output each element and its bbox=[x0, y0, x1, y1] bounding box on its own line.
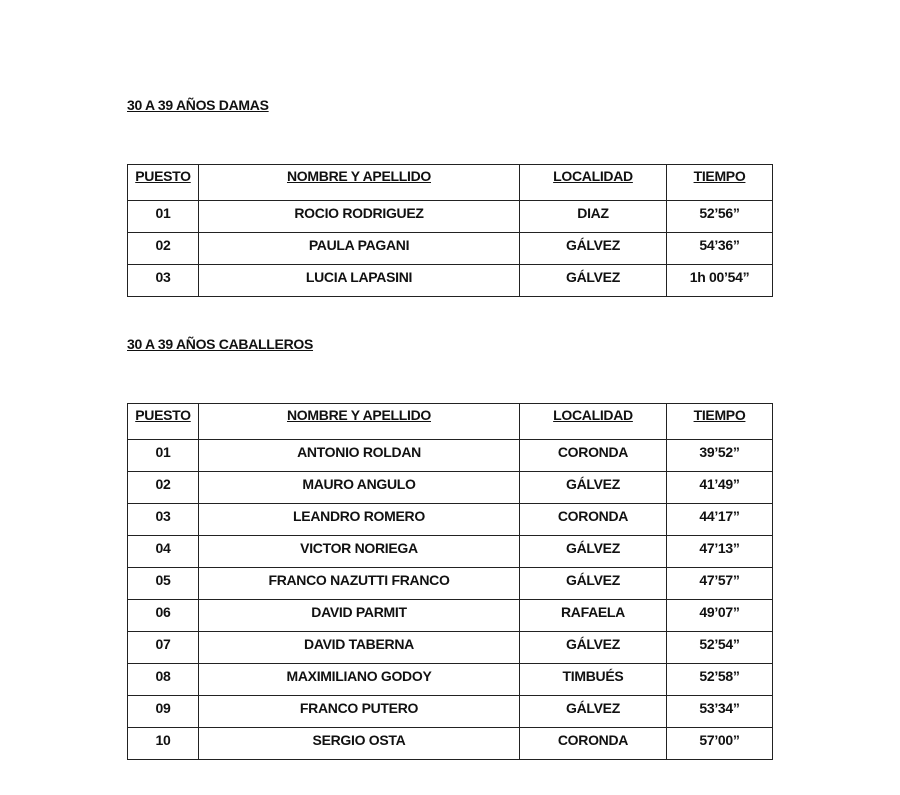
table-row bbox=[128, 440, 773, 472]
cell-puesto: 02 bbox=[128, 233, 199, 265]
header-puesto: PUESTO bbox=[128, 404, 199, 440]
table-header-row bbox=[128, 165, 773, 201]
cell-localidad: CORONDA bbox=[520, 728, 667, 760]
table-row bbox=[128, 536, 773, 568]
header-localidad: LOCALIDAD bbox=[520, 165, 667, 201]
table-row bbox=[128, 265, 773, 297]
cell-puesto: 03 bbox=[128, 265, 199, 297]
cell-localidad: GÁLVEZ bbox=[520, 696, 667, 728]
table-row bbox=[128, 472, 773, 504]
results-table-caballeros bbox=[127, 403, 773, 760]
cell-localidad: GÁLVEZ bbox=[520, 233, 667, 265]
header-tiempo: TIEMPO bbox=[667, 165, 773, 201]
cell-tiempo: 47’57” bbox=[667, 568, 773, 600]
table-row bbox=[128, 600, 773, 632]
cell-tiempo: 52’58” bbox=[667, 664, 773, 696]
cell-nombre: LUCIA LAPASINI bbox=[199, 265, 520, 297]
cell-tiempo: 39’52” bbox=[667, 440, 773, 472]
cell-puesto: 02 bbox=[128, 472, 199, 504]
table-header-row bbox=[128, 404, 773, 440]
cell-puesto: 04 bbox=[128, 536, 199, 568]
cell-nombre: FRANCO PUTERO bbox=[199, 696, 520, 728]
cell-tiempo: 52’56” bbox=[667, 201, 773, 233]
header-tiempo: TIEMPO bbox=[667, 404, 773, 440]
cell-nombre: FRANCO NAZUTTI FRANCO bbox=[199, 568, 520, 600]
table-row bbox=[128, 728, 773, 760]
cell-localidad: CORONDA bbox=[520, 504, 667, 536]
cell-puesto: 05 bbox=[128, 568, 199, 600]
table-row bbox=[128, 696, 773, 728]
header-puesto: PUESTO bbox=[128, 165, 199, 201]
cell-tiempo: 44’17” bbox=[667, 504, 773, 536]
cell-nombre: VICTOR NORIEGA bbox=[199, 536, 520, 568]
cell-tiempo: 49’07” bbox=[667, 600, 773, 632]
cell-tiempo: 47’13” bbox=[667, 536, 773, 568]
header-nombre: NOMBRE Y APELLIDO bbox=[199, 165, 520, 201]
cell-localidad: GÁLVEZ bbox=[520, 568, 667, 600]
cell-puesto: 10 bbox=[128, 728, 199, 760]
table-row bbox=[128, 233, 773, 265]
cell-puesto: 01 bbox=[128, 440, 199, 472]
table-row bbox=[128, 201, 773, 233]
cell-tiempo: 41’49” bbox=[667, 472, 773, 504]
cell-puesto: 06 bbox=[128, 600, 199, 632]
cell-localidad: TIMBUÉS bbox=[520, 664, 667, 696]
cell-nombre: MAXIMILIANO GODOY bbox=[199, 664, 520, 696]
table-row bbox=[128, 504, 773, 536]
cell-nombre: DAVID PARMIT bbox=[199, 600, 520, 632]
cell-tiempo: 54’36” bbox=[667, 233, 773, 265]
cell-tiempo: 57’00” bbox=[667, 728, 773, 760]
cell-puesto: 07 bbox=[128, 632, 199, 664]
cell-localidad: GÁLVEZ bbox=[520, 536, 667, 568]
cell-puesto: 03 bbox=[128, 504, 199, 536]
cell-nombre: ROCIO RODRIGUEZ bbox=[199, 201, 520, 233]
section-title-damas: 30 A 39 AÑOS DAMAS bbox=[127, 97, 269, 113]
cell-localidad: RAFAELA bbox=[520, 600, 667, 632]
table-row bbox=[128, 664, 773, 696]
cell-puesto: 09 bbox=[128, 696, 199, 728]
cell-nombre: PAULA PAGANI bbox=[199, 233, 520, 265]
cell-nombre: DAVID TABERNA bbox=[199, 632, 520, 664]
cell-localidad: DIAZ bbox=[520, 201, 667, 233]
results-table-damas bbox=[127, 164, 773, 297]
cell-nombre: LEANDRO ROMERO bbox=[199, 504, 520, 536]
cell-localidad: CORONDA bbox=[520, 440, 667, 472]
cell-tiempo: 52’54” bbox=[667, 632, 773, 664]
header-nombre: NOMBRE Y APELLIDO bbox=[199, 404, 520, 440]
cell-puesto: 08 bbox=[128, 664, 199, 696]
cell-tiempo: 1h 00’54” bbox=[667, 265, 773, 297]
cell-tiempo: 53’34” bbox=[667, 696, 773, 728]
table-row bbox=[128, 568, 773, 600]
cell-localidad: GÁLVEZ bbox=[520, 632, 667, 664]
section-title-caballeros: 30 A 39 AÑOS CABALLEROS bbox=[127, 336, 314, 352]
cell-nombre: SERGIO OSTA bbox=[199, 728, 520, 760]
cell-nombre: ANTONIO ROLDAN bbox=[199, 440, 520, 472]
header-localidad: LOCALIDAD bbox=[520, 404, 667, 440]
cell-localidad: GÁLVEZ bbox=[520, 472, 667, 504]
cell-puesto: 01 bbox=[128, 201, 199, 233]
cell-nombre: MAURO ANGULO bbox=[199, 472, 520, 504]
table-row bbox=[128, 632, 773, 664]
cell-localidad: GÁLVEZ bbox=[520, 265, 667, 297]
